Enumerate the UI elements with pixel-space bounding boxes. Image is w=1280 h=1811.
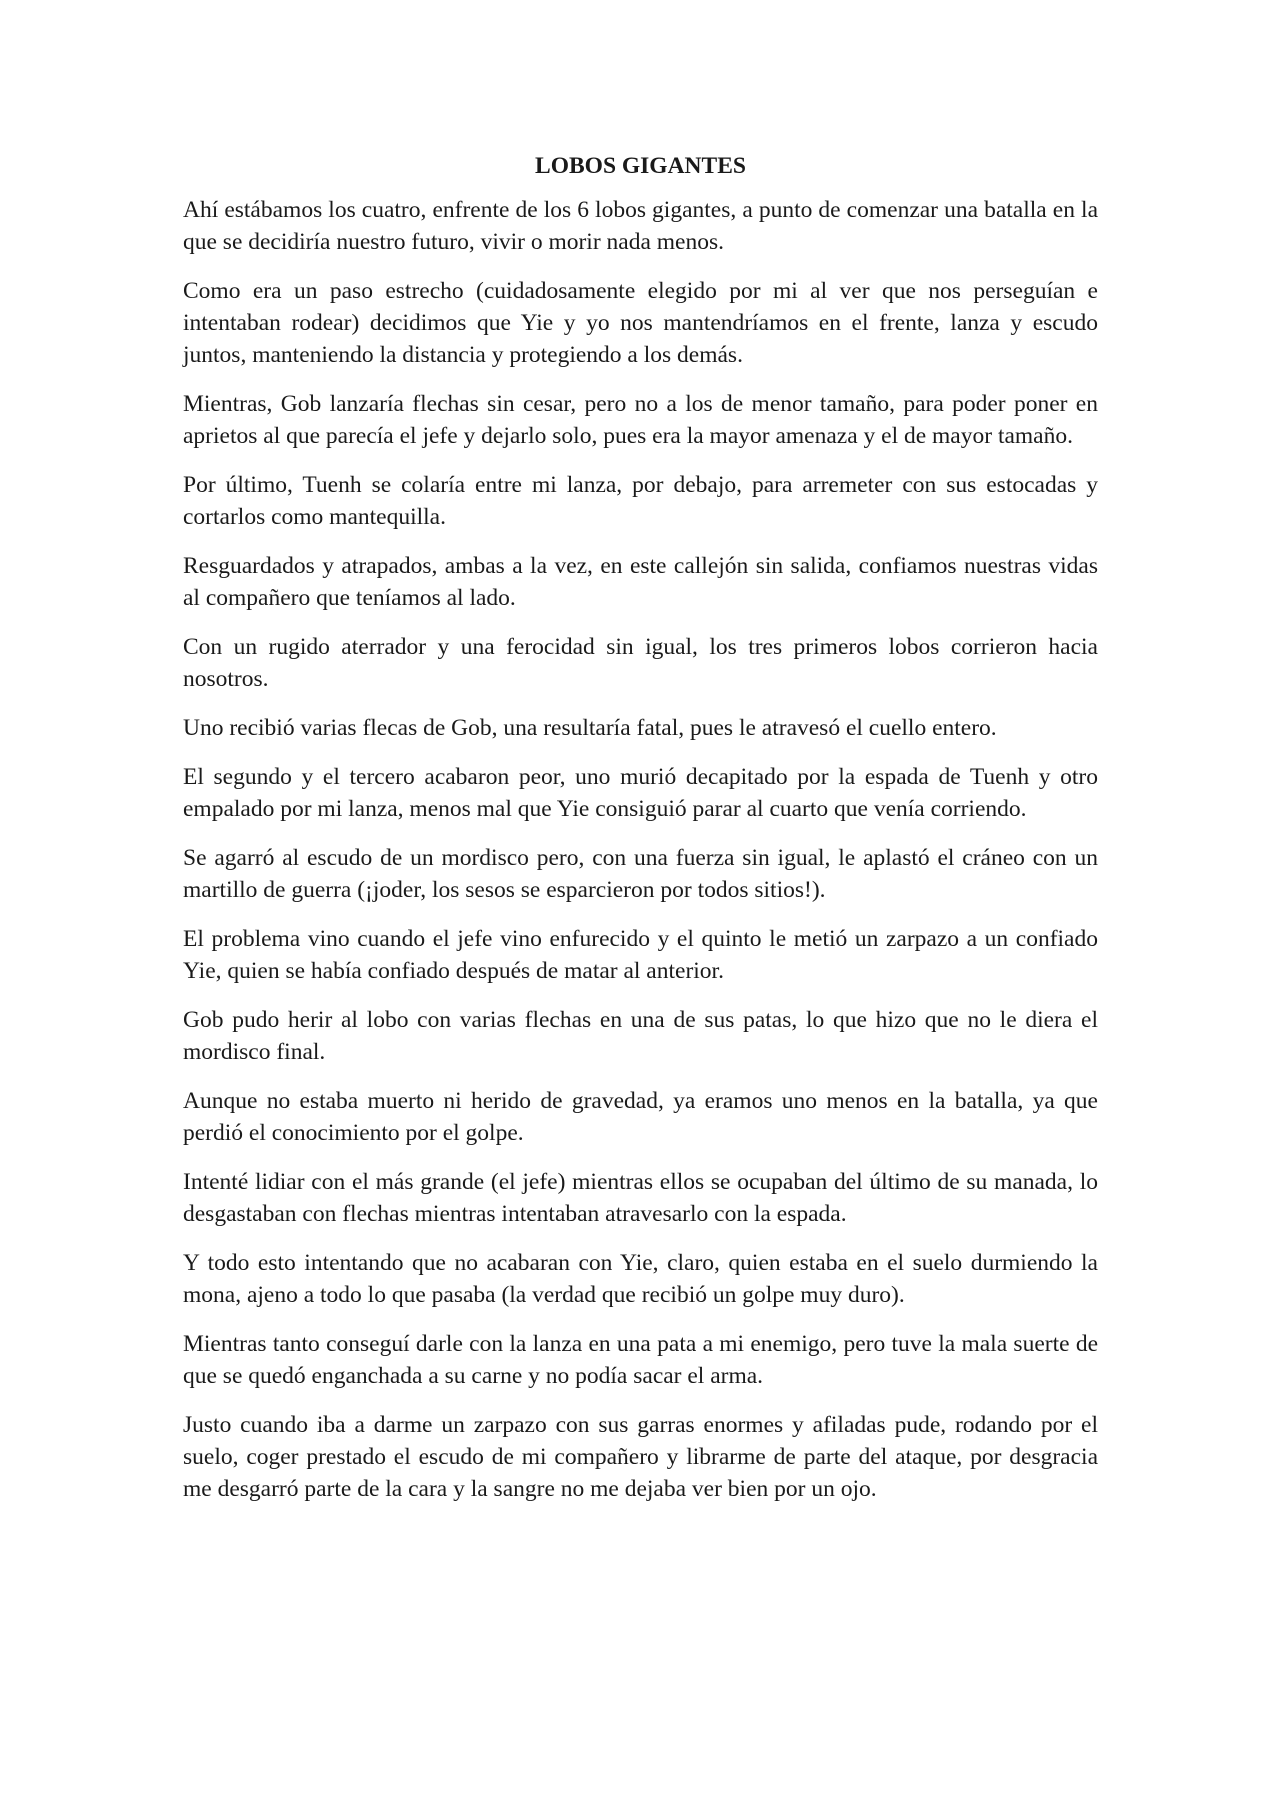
paragraph: Ahí estábamos los cuatro, enfrente de los 6 lobos gigantes, a punto de comenzar una batalla en la que se decidiría nuestro futuro, vivir o morir nada menos.	[183, 197, 1098, 255]
paragraph: Mientras, Gob lanzaría flechas sin cesar, pero no a los de menor tamaño, para poder poner en aprietos al que parecía el jefe y dejarlo solo, pues era la mayor amenaza y el de mayor tamaño.	[183, 391, 1098, 449]
paragraph: Aunque no estaba muerto ni herido de gravedad, ya eramos uno menos en la batalla, ya que perdió el conocimiento por el golpe.	[183, 1088, 1098, 1146]
document-title: LOBOS GIGANTES	[535, 153, 746, 179]
paragraph: Y todo esto intentando que no acabaran con Yie, claro, quien estaba en el suelo durmiendo la mona, ajeno a todo lo que pasaba (la verdad que recibió un golpe muy duro).	[183, 1250, 1098, 1308]
paragraph: Uno recibió varias flecas de Gob, una resultaría fatal, pues le atravesó el cuello entero.	[183, 715, 997, 741]
paragraph: Con un rugido aterrador y una ferocidad sin igual, los tres primeros lobos corrieron hacia nosotros.	[183, 634, 1098, 692]
paragraph: El segundo y el tercero acabaron peor, uno murió decapitado por la espada de Tuenh y otro empalado por mi lanza, menos mal que Yie consiguió parar al cuarto que venía corriendo.	[183, 764, 1098, 822]
paragraph: Intenté lidiar con el más grande (el jefe) mientras ellos se ocupaban del último de su manada, lo desgastaban con flechas mientras intentaban atravesarlo con la espada.	[183, 1169, 1098, 1227]
paragraph: Resguardados y atrapados, ambas a la vez, en este callejón sin salida, confiamos nuestras vidas al compañero que teníamos al lado.	[183, 553, 1098, 611]
paragraph: El problema vino cuando el jefe vino enfurecido y el quinto le metió un zarpazo a un confiado Yie, quien se había confiado después de matar al anterior.	[183, 926, 1098, 984]
paragraph: Por último, Tuenh se colaría entre mi lanza, por debajo, para arremeter con sus estocadas y cortarlos como mantequilla.	[183, 472, 1098, 530]
document-body	[183, 150, 1098, 1522]
paragraph: Se agarró al escudo de un mordisco pero, con una fuerza sin igual, le aplastó el cráneo con un martillo de guerra (¡joder, los sesos se esparcieron por todos sitios!).	[183, 845, 1098, 903]
paragraph: Como era un paso estrecho (cuidadosamente elegido por mi al ver que nos perseguían e intentaban rodear) decidimos que Yie y yo nos mantendríamos en el frente, lanza y escudo juntos, manteniendo la distancia y protegiendo a los demás.	[183, 278, 1098, 368]
paragraph: Mientras tanto conseguí darle con la lanza en una pata a mi enemigo, pero tuve la mala suerte de que se quedó enganchada a su carne y no podía sacar el arma.	[183, 1331, 1098, 1389]
paragraph: Justo cuando iba a darme un zarpazo con sus garras enormes y afiladas pude, rodando por el suelo, coger prestado el escudo de mi compañero y librarme de parte del ataque, por desgracia me desgarró parte de la cara y la sangre no me dejaba ver bien por un ojo.	[183, 1412, 1098, 1502]
paragraph: Gob pudo herir al lobo con varias flechas en una de sus patas, lo que hizo que no le diera el mordisco final.	[183, 1007, 1098, 1065]
